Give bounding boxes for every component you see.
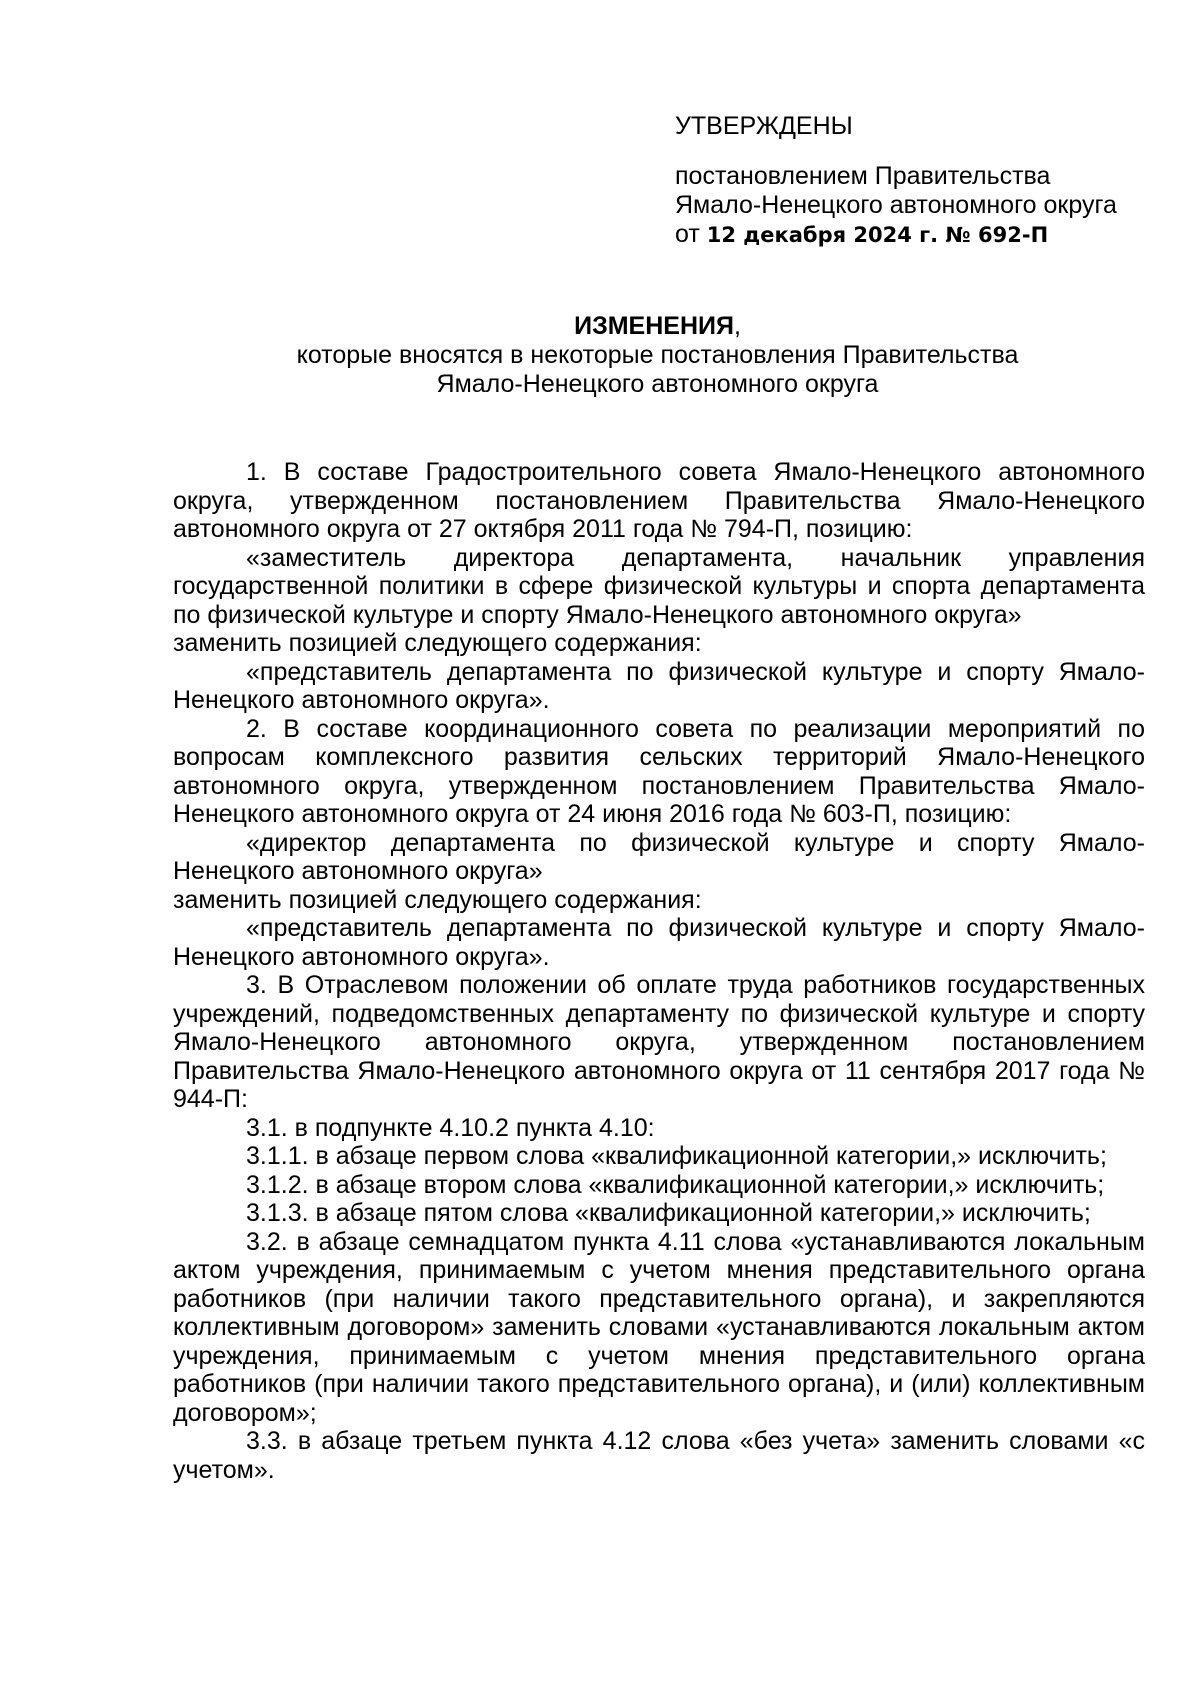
body-paragraph: «представитель департамента по физической культуре и спорту Ямало-Ненецкого автономного округа».	[173, 657, 1145, 714]
body-paragraph: 2. В составе координационного совета по реализации мероприятий по вопросам комплексного развития сельских территорий Ямало-Ненецкого автономного округа, утвержденном постановлением Правительства Ямало-Ненецкого автономного округа от 24 июня 2016 года № 603-П, позицию:	[173, 714, 1145, 828]
heading-title-line	[170, 312, 1145, 341]
approval-stamp	[675, 112, 1135, 250]
body-paragraph: 3.3. в абзаце третьем пункта 4.12 слова «без учета» заменить словами «с учетом».	[173, 1427, 1145, 1484]
heading-title-suffix: ,	[733, 312, 741, 340]
body-paragraph: заменить позицией следующего содержания:	[173, 885, 702, 914]
approval-line-2: Ямало-Ненецкого автономного округа	[675, 191, 1117, 219]
body-paragraph: «заместитель директора департамента, начальник управления государственной политики в сфере физической культуры и спорта департамента по физической культуре и спорту Ямало-Ненецкого автономного округа»	[173, 543, 1145, 629]
heading-title: ИЗМЕНЕНИЯ	[574, 312, 734, 340]
body-paragraph: заменить позицией следующего содержания:	[173, 629, 702, 657]
document-heading	[170, 312, 1145, 399]
approval-line-1: постановлением Правительства	[675, 162, 1051, 190]
approval-date-prefix: от	[675, 220, 707, 248]
body-paragraph: 1. В составе Градостроительного совета Ямало-Ненецкого автономного округа, утвержденном постановлением Правительства Ямало-Ненецкого автономного округа от 27 октября 2011 года № 794-П, позицию:	[173, 458, 1145, 543]
body-paragraph: 3.1.3. в абзаце пятом слова «квалификационной категории,» исключить;	[246, 1199, 1091, 1227]
heading-subtitle-2: Ямало-Ненецкого автономного округа	[436, 370, 879, 398]
body-paragraph: 3.2. в абзаце семнадцатом пункта 4.11 слова «устанавливаются локальным актом учреждения, принимаемым с учетом мнения представительного органа работников (при наличии такого представительного органа), и закрепляются коллективным договором» заменить словами «устанавливаются локальным актом учреждения, принимаемым с учетом мнения представительного органа работников (при наличии такого представительного органа), и (или) коллективным договором»;	[173, 1227, 1145, 1427]
approval-date-value: 12 декабря 2024 г. № 692-П	[706, 223, 1049, 247]
body-paragraph: 3.1.2. в абзаце втором слова «квалификационной категории,» исключить;	[246, 1170, 1105, 1199]
approval-title: УТВЕРЖДЕНЫ	[675, 112, 853, 140]
body-paragraph: 3.1. в подпункте 4.10.2 пункта 4.10:	[246, 1113, 655, 1142]
body-paragraph: «представитель департамента по физической культуре и спорту Ямало-Ненецкого автономного округа».	[173, 914, 1145, 971]
approval-date-line	[675, 220, 1135, 250]
body-paragraph: «директор департамента по физической культуре и спорту Ямало-Ненецкого автономного округа»	[173, 828, 1145, 885]
heading-subtitle-1: которые вносятся в некоторые постановления Правительства	[296, 341, 1019, 369]
body-paragraph: 3.1.1. в абзаце первом слова «квалификационной категории,» исключить;	[246, 1142, 1107, 1170]
document-body	[173, 458, 1145, 1484]
body-paragraph: 3. В Отраслевом положении об оплате труда работников государственных учреждений, подведомственных департаменту по физической культуре и спорту Ямало-Ненецкого автономного округа, утвержденном постановлением Правительства Ямало-Ненецкого автономного округа от 11 сентября 2017 года № 944-П:	[173, 971, 1145, 1113]
